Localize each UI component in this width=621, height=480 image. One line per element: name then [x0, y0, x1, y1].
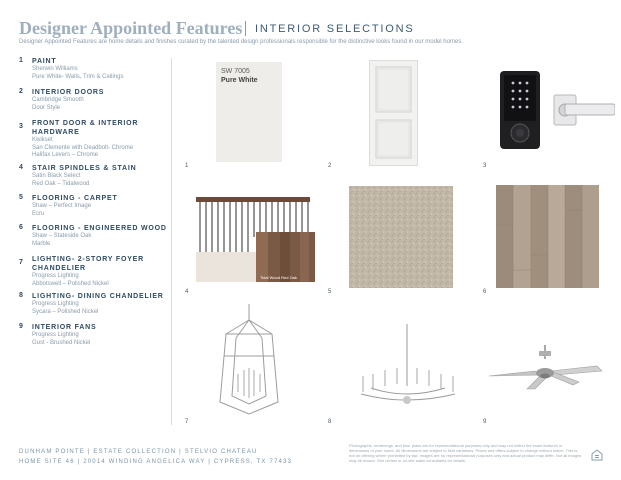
hardware-image: [500, 69, 615, 153]
selection-details: [32, 332, 172, 347]
selection-detail: Red Oak – Tidalwood: [32, 180, 90, 187]
selection-details: [32, 273, 172, 288]
selection-details: [32, 66, 172, 81]
paint-code: SW 7005: [221, 68, 250, 75]
selection-detail: Ecru: [32, 210, 45, 217]
ceiling-fan-icon: [489, 345, 605, 391]
selection-detail: Progress Lighting: [32, 273, 79, 279]
selection-detail: Satin Black Select: [32, 173, 81, 179]
legal-disclaimer: Photographs, renderings, and floor plans are for representational purposes only and may not reflect the exact features or dimensions of your home. All dimensions are subject to field variations. Prices and offers subject to change without notice. This is not an offering where prohibited by law. Images are for representational purposes only and actual product may differ. Not all images may be shown. See review or on-site sales consultants for details.: [349, 443, 582, 463]
carpet-swatch: [349, 186, 453, 288]
selection-detail: Kwikset: [32, 137, 53, 143]
wood-flooring-swatch: [496, 185, 599, 288]
tile-number: 5: [328, 289, 332, 295]
selection-details: [32, 173, 172, 188]
community-line: DUNHAM POINTE | ESTATE COLLECTION | STELVIO CHATEAU: [19, 449, 258, 455]
selection-label: PAINT: [32, 58, 57, 65]
ceiling-fan-image: [489, 345, 605, 391]
paint-swatch: [216, 62, 282, 162]
stair-spindles-icon: [196, 197, 315, 282]
selection-detail: Marble: [32, 240, 51, 247]
selection-number: 5: [19, 194, 23, 201]
selection-detail: Halifax Levers – Chrome: [32, 152, 99, 158]
chandelier-icon: [357, 324, 461, 412]
tile-number: 7: [185, 419, 189, 425]
tile-number: 2: [328, 163, 332, 169]
selection-label: STAIR SPINDLES & STAIN: [32, 165, 137, 172]
selection-label: FLOORING - ENGINEERED WOOD: [32, 225, 167, 232]
selection-number: 4: [19, 164, 23, 171]
selection-number: 1: [19, 57, 23, 64]
selection-detail: Progress Lighting: [32, 301, 79, 307]
section-divider: [171, 58, 172, 425]
tile-number: 9: [483, 419, 487, 425]
selection-label: FRONT DOOR & INTERIOR HARDWARE: [32, 120, 139, 136]
tile-number: 6: [483, 289, 487, 295]
selection-detail: Abbotswell – Polished Nickel: [32, 280, 109, 287]
selection-detail: Door Style: [32, 104, 61, 111]
intro-text: Designer Appointed Features are home details and finishes curated by the talented design professionals responsible for the distinctive looks found in our model homes.: [19, 39, 463, 45]
address-line: HOME SITE 46 | 20014 WINDING ANGELICA WAY | CYPRESS, TX 77433: [19, 459, 293, 465]
selection-details: [32, 301, 172, 316]
tile-number: 3: [483, 163, 487, 169]
tile-number: 1: [185, 163, 189, 169]
selection-detail: Gust - Brushed Nickel: [32, 339, 91, 346]
paint-name: Pure White: [221, 77, 258, 84]
selection-number: 8: [19, 292, 23, 299]
wood-planks-icon: [496, 185, 599, 288]
selection-detail: Progress Lighting: [32, 332, 79, 338]
selection-detail: Cambridge Smooth: [32, 97, 84, 103]
page-subtitle: INTERIOR SELECTIONS: [255, 23, 415, 35]
equal-housing-icon: [591, 448, 603, 460]
carpet-texture-icon: [349, 186, 453, 288]
interior-door-image: [369, 60, 418, 166]
selection-label: INTERIOR DOORS: [32, 89, 105, 96]
selection-details: [32, 233, 172, 248]
selection-label: INTERIOR FANS: [32, 324, 97, 331]
dining-chandelier-image: [357, 324, 461, 412]
stain-caption: Tidal Wood Red Oak: [260, 275, 297, 280]
selection-details: [32, 137, 172, 160]
stair-spindles-image: [196, 197, 315, 282]
selection-detail: Sherwin Williams: [32, 66, 78, 72]
tile-number: 4: [185, 289, 189, 295]
door-lock-icon: [500, 69, 615, 153]
selection-label: LIGHTING- DINING CHANDELIER: [32, 293, 164, 300]
selection-details: [32, 203, 172, 218]
chandelier-icon: [214, 304, 284, 416]
selection-detail: San Clemente with Deadbolt- Chrome: [32, 144, 134, 151]
selection-details: [32, 97, 172, 112]
page-title: Designer Appointed Features: [19, 18, 243, 38]
selection-detail: Sycara – Polished Nickel: [32, 308, 99, 315]
community-info: [19, 447, 292, 467]
selection-number: 3: [19, 123, 23, 130]
page-header: [19, 18, 609, 48]
selection-detail: Shaw – Perfect Image: [32, 203, 92, 209]
selection-detail: Pure White- Walls, Trim & Ceilings: [32, 73, 124, 80]
selection-number: 2: [19, 88, 23, 95]
tile-number: 8: [328, 419, 332, 425]
selection-number: 9: [19, 323, 23, 330]
selection-number: 6: [19, 224, 23, 231]
foyer-chandelier-image: [214, 304, 284, 416]
selection-label: FLOORING - CARPET: [32, 195, 118, 202]
title-divider: [245, 21, 246, 36]
selection-detail: Shaw – Stateside Oak: [32, 233, 92, 239]
door-icon: [369, 60, 418, 166]
selection-label: LIGHTING- 2-STORY FOYER CHANDELIER: [32, 256, 145, 272]
selection-number: 7: [19, 259, 23, 266]
